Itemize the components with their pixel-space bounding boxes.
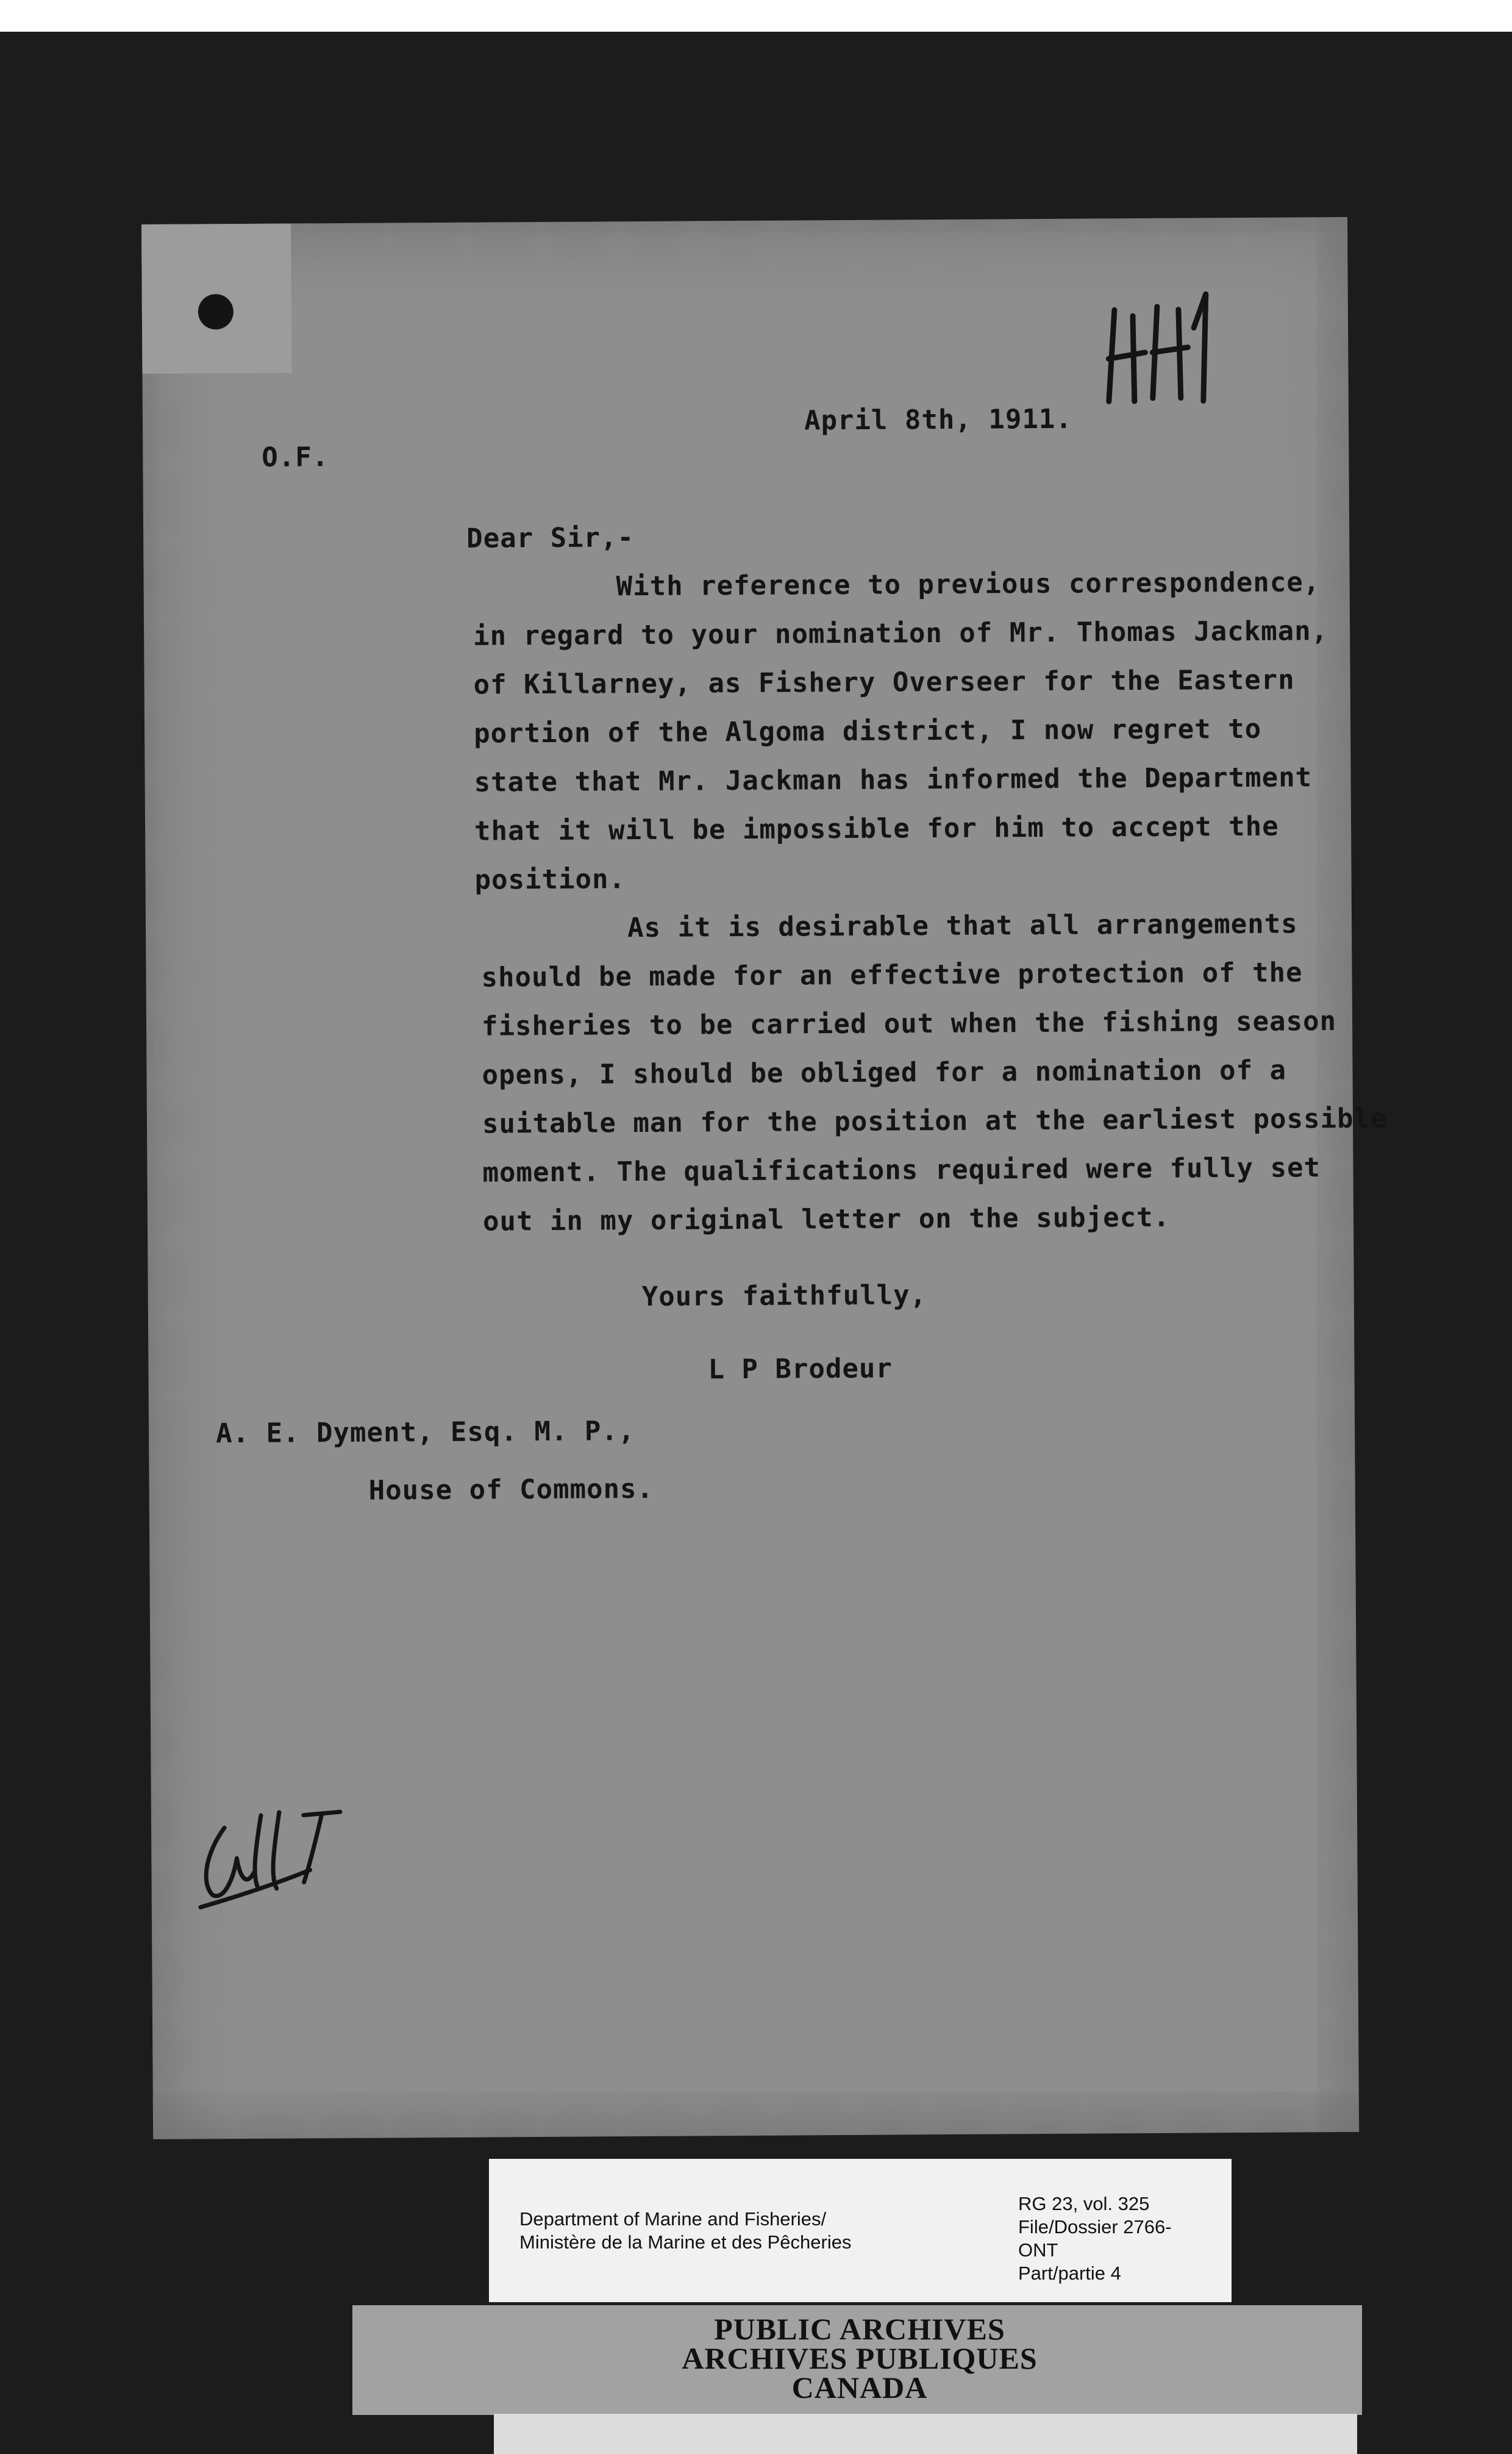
body-line: out in my original letter on the subject. bbox=[482, 1201, 1171, 1237]
body-line: state that Mr. Jackman has informed the Department bbox=[474, 762, 1313, 798]
top-border bbox=[0, 0, 1512, 32]
department-en: Department of Marine and Fisheries/ bbox=[519, 2208, 827, 2230]
salutation: Dear Sir,- bbox=[466, 522, 635, 554]
addressee-name: A. E. Dyment, Esq. M. P., bbox=[215, 1415, 635, 1450]
stamp-line: ARCHIVES PUBLIQUES bbox=[682, 2341, 1038, 2375]
addressee-place: House of Commons. bbox=[368, 1473, 654, 1506]
reference-code: O.F. bbox=[262, 442, 329, 473]
letter-page bbox=[141, 217, 1388, 2139]
body-line: should be made for an effective protection of the bbox=[481, 957, 1303, 993]
bottom-strip bbox=[494, 2414, 1357, 2454]
archive-reference: File/Dossier 2766- bbox=[1018, 2216, 1172, 2238]
body-line: position. bbox=[474, 864, 626, 896]
public-archives-stamp bbox=[488, 2314, 1232, 2412]
signature-name: L P Brodeur bbox=[708, 1353, 893, 1386]
closing: Yours faithfully, bbox=[641, 1279, 927, 1313]
body-line: that it will be impossible for him to accept the bbox=[474, 810, 1279, 847]
stamp-line: CANADA bbox=[791, 2370, 928, 2405]
punch-hole bbox=[198, 294, 234, 329]
handwritten-number bbox=[1096, 278, 1298, 420]
body-line: of Killarney, as Fishery Overseer for the Eastern bbox=[473, 664, 1295, 701]
stamp-line: PUBLIC ARCHIVES bbox=[714, 2312, 1005, 2346]
archive-reference: ONT bbox=[1018, 2239, 1058, 2261]
archive-reference: Part/partie 4 bbox=[1018, 2263, 1121, 2284]
letter-date: April 8th, 1911. bbox=[804, 403, 1072, 437]
body-line: opens, I should be obliged for a nomination of a bbox=[482, 1054, 1287, 1091]
department-fr: Ministère de la Marine et des Pêcheries bbox=[519, 2231, 852, 2253]
body-line: portion of the Algoma district, I now regret to bbox=[473, 713, 1262, 749]
archive-reference: RG 23, vol. 325 bbox=[1018, 2193, 1150, 2214]
body-line: in regard to your nomination of Mr. Thomas Jackman, bbox=[472, 615, 1328, 652]
archive-label bbox=[489, 2159, 1232, 2302]
body-line: As it is desirable that all arrangements bbox=[627, 908, 1298, 944]
body-line: fisheries to be carried out when the fishing season bbox=[481, 1006, 1337, 1042]
handwritten-initials bbox=[188, 1803, 371, 1920]
body-line: suitable man for the position at the earliest possible bbox=[482, 1103, 1388, 1140]
body-line: moment. The qualifications required were fully set bbox=[482, 1152, 1321, 1189]
body-line: With reference to previous correspondence, bbox=[616, 567, 1321, 603]
